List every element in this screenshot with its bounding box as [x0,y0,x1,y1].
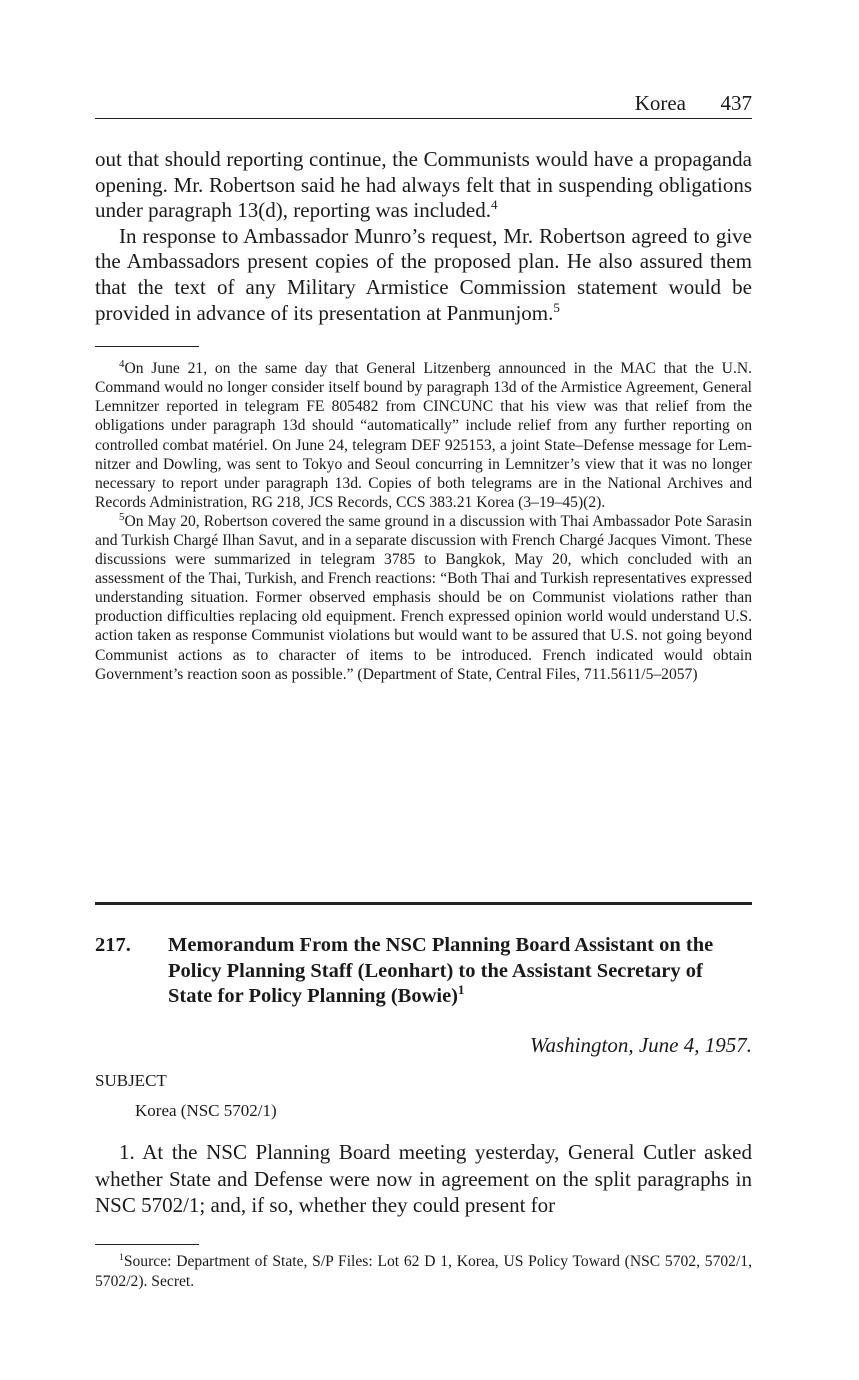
subject-value: Korea (NSC 5702/1) [135,1101,277,1120]
document-title [168,933,752,1010]
footnote-marker: 5 [119,510,125,523]
running-head [95,88,752,119]
footnotes [95,359,752,684]
page-top-section [95,88,752,684]
ambassador-request-paragraph [95,224,752,326]
footnote-ref-1[interactable]: 1 [458,983,465,998]
document-divider [95,902,752,905]
footnote-ref-4[interactable]: 4 [490,197,498,213]
continued-paragraph-text: out that should reporting continue, the Communists would have a propaganda opening. Mr. Robertson said he had always felt that in suspending obligations under paragraph 13(d), reporting was included. [95,147,752,223]
page-number: 437 [720,91,752,115]
dateline: Washington, June 4, 1957. [529,1033,752,1057]
footnote-marker: 1 [119,1251,124,1263]
memo-paragraph-1: 1. At the NSC Planning Board meeting yesterday, General Cutler asked whether State and Defense were now in agreement on the split paragraphs in NSC 5702/1; and, if so, whether they could present for [95,1140,752,1217]
footnote-4 [95,359,752,512]
source-footnote [95,1252,752,1292]
footnote-divider-2 [95,1244,199,1245]
footnote-ref-5[interactable]: 5 [553,299,560,315]
footnote-text: On May 20, Robertson covered the same ground in a discussion with Thai Ambassador Pote Sarasin and Turkish Chargé Ilhan Savut, and in a separate discussion with French Chargé Jacques Vimont. These discussions were summarized in telegram 3785 to Bangkok, May 20, which concluded with an assessment of the Thai, Turkish, and French reactions: “Both Thai and Turkish representatives expressed understanding situation. Former observed emphasis should be on Communist violations rather than production difficulties replacing old equipment. French expressed opinion world would understand U.S. action taken as response Communist violations but would want to be assured that U.S. not going beyond Communist actions as to character of items to be introduced. French indicated would obtain Government’s reaction soon as possible.” (Department of State, Central Files, 711.5611/5–2057) [95,512,752,683]
source-footnote-text: Source: Department of State, S/P Files: Lot 62 D 1, Korea, US Policy Toward (NSC 5702, 5702/1, 5702/2). Secret. [95,1253,752,1290]
footnote-5 [95,512,752,684]
continued-paragraph [95,147,752,224]
subject-label: SUBJECT [95,1071,167,1090]
ambassador-request-text: In response to Ambassador Munro’s request, Mr. Robertson agreed to give the Ambassadors present copies of the proposed plan. He also assured them that the text of any Military Armistice Commission statement would be provided in advance of its presentation at Panmunjom. [95,223,752,325]
footnote-divider [95,346,199,347]
document-number: 217. [95,934,131,956]
document-title-text: Memorandum From the NSC Planning Board Assistant on the Policy Planning Staff (Leonhart) to the Assistant Secretary of State for Policy Planning (Bowie) [168,934,714,1008]
footnote-marker: 4 [119,357,125,370]
running-head-title: Korea [634,91,686,115]
footnote-text: On June 21, on the same day that General Litzenberg announced in the MAC that the U.N. Command would no longer consider itself bound by paragraph 13d of the Armistice Agreement, General Lemnitzer reported in telegram FE 805482 from CINCUNC that his view was that relief from the obligations under paragraph 13d should “automatically” include relief from any further reporting on controlled combat matériel. On June 24, telegram DEF 925153, a joint State–Defense message for Lemnitzer and Dowling, was sent to Tokyo and Seoul concurring in Lemnitzer’s view that it was no longer necessary to report under paragraph 13d. Copies of both telegrams are in the National Archives and Records Administration, RG 218, JCS Records, CCS 383.21 Korea (3–19–45)(2). [95,360,752,511]
